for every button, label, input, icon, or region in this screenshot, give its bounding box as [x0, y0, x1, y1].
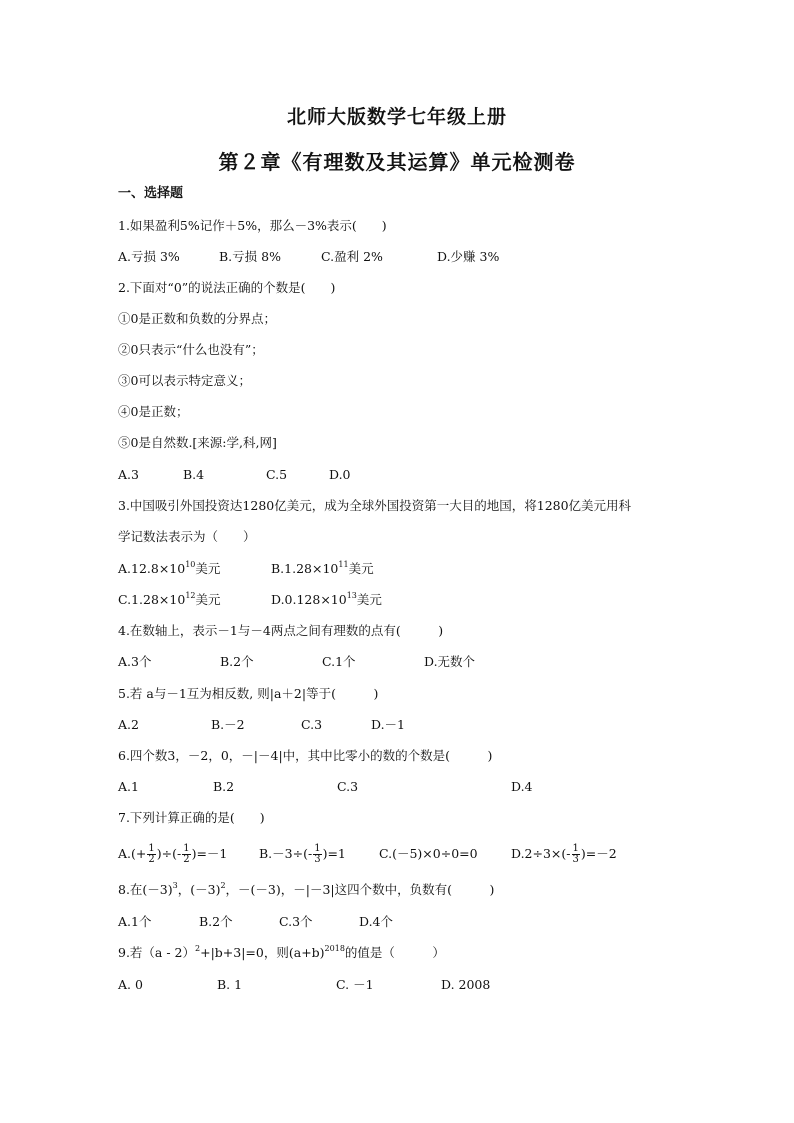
q6-option-b: B.2 — [213, 779, 235, 794]
q1-option-b: B.亏损 8% — [219, 249, 281, 264]
q7-stem: 7.下列计算正确的是( ) — [118, 810, 265, 825]
q2-statement-3: ③0可以表示特定意义； — [118, 373, 251, 388]
q2-option-a: A.3 — [118, 467, 139, 482]
q3-stem-line2: 学记数法表示为（ ） — [118, 529, 256, 544]
q1-option-a: A.亏损 3% — [118, 249, 180, 264]
q1-option-d: D.少赚 3% — [437, 249, 500, 264]
q9-option-a: A. 0 — [118, 977, 143, 992]
q8-option-c: C.3个 — [279, 914, 313, 929]
q6-stem: 6.四个数3，－2，0，－|－4|中，其中比零小的数的个数是( ) — [118, 748, 493, 763]
q4-option-d: D.无数个 — [424, 654, 476, 669]
fraction-one-third: $\frac{1}{3}$ — [314, 843, 321, 865]
fraction-one-third: $\frac{1}{3}$ — [572, 843, 579, 865]
fraction-one-half: $\frac{1}{2}$ — [183, 843, 190, 865]
q4-option-b: B.2个 — [220, 654, 254, 669]
q6-option-d: D.4 — [511, 779, 533, 794]
q2-option-b: B.4 — [183, 467, 205, 482]
q7-option-c: C.(－5)×0÷0=0 — [379, 846, 478, 861]
q5-option-a: A.2 — [118, 717, 139, 732]
q8-option-d: D.4个 — [359, 914, 394, 929]
q4-option-a: A.3个 — [118, 654, 152, 669]
q3-option-c: $C.1.28\times 10^{12}$美元 — [118, 591, 221, 607]
q8-stem: 8.在$(-3)^3$，$(-3)^2$，－(－3)，－|－3|这四个数中，负数有( ) — [118, 881, 495, 897]
q2-option-d: D.0 — [329, 467, 351, 482]
q8-option-b: B.2个 — [199, 914, 233, 929]
q3-option-b: $B.1.28\times 10^{11}$美元 — [271, 560, 374, 576]
q3-option-d: $D.0.128\times 10^{13}$美元 — [271, 591, 382, 607]
q7-option-b: B.－3÷(- $\frac{1}{3}$ )=1 — [259, 843, 346, 865]
q8-option-a: A.1个 — [118, 914, 152, 929]
q2-option-c: C.5 — [266, 467, 288, 482]
q3-stem-line1: 3.中国吸引外国投资达1280亿美元，成为全球外国投资第一大目的地国，将1280亿美元用科 — [118, 498, 632, 513]
q2-statement-4: ④0是正数； — [118, 404, 189, 419]
section-heading: 一、选择题 — [118, 186, 184, 201]
q5-option-c: C.3 — [301, 717, 323, 732]
q7-option-a: A.(+ $\frac{1}{2}$ )÷(- $\frac{1}{2}$ )=－1 — [118, 843, 228, 865]
q4-stem: 4.在数轴上，表示－1与－4两点之间有理数的点有( ) — [118, 623, 444, 638]
q2-statement-1: ①0是正数和负数的分界点； — [118, 311, 276, 326]
document-title: 北师大版数学七年级上册 — [286, 106, 507, 128]
q6-option-c: C.3 — [337, 779, 359, 794]
q5-option-d: D.－1 — [371, 717, 406, 732]
q6-option-a: A.1 — [118, 779, 139, 794]
q7-option-d: D.2÷3×(- $\frac{1}{3}$ )=－2 — [511, 843, 617, 865]
q9-option-b: B. 1 — [217, 977, 243, 992]
q1-option-c: C.盈利 2% — [321, 249, 383, 264]
q9-stem: 9.若（a - 2）$^2$+|b+3|=0，则$(a+b)^{2018}$的值是（ ） — [118, 944, 445, 960]
q1-stem: 1.如果盈利5%记作＋5%，那么－3%表示( ) — [118, 218, 387, 233]
q2-stem: 2.下面对“0”的说法正确的个数是( ) — [118, 280, 336, 295]
fraction-one-half: $\frac{1}{2}$ — [148, 843, 155, 865]
q5-option-b: B.－2 — [211, 717, 245, 732]
q5-stem: 5.若 a与－1互为相反数, 则|a＋2|等于( ) — [118, 686, 379, 701]
q3-option-a: $A.12.8\times 10^{10}$美元 — [118, 560, 221, 576]
document-subtitle: 第２章《有理数及其运算》单元检测卷 — [218, 150, 576, 174]
q4-option-c: C.1个 — [322, 654, 356, 669]
q9-option-c: C. －1 — [336, 977, 374, 992]
q9-option-d: D. 2008 — [441, 977, 491, 992]
q2-statement-5: ⑤0是自然数.[来源:学,科,网] — [118, 435, 277, 450]
q2-statement-2: ②0只表示“什么也没有”； — [118, 342, 264, 357]
